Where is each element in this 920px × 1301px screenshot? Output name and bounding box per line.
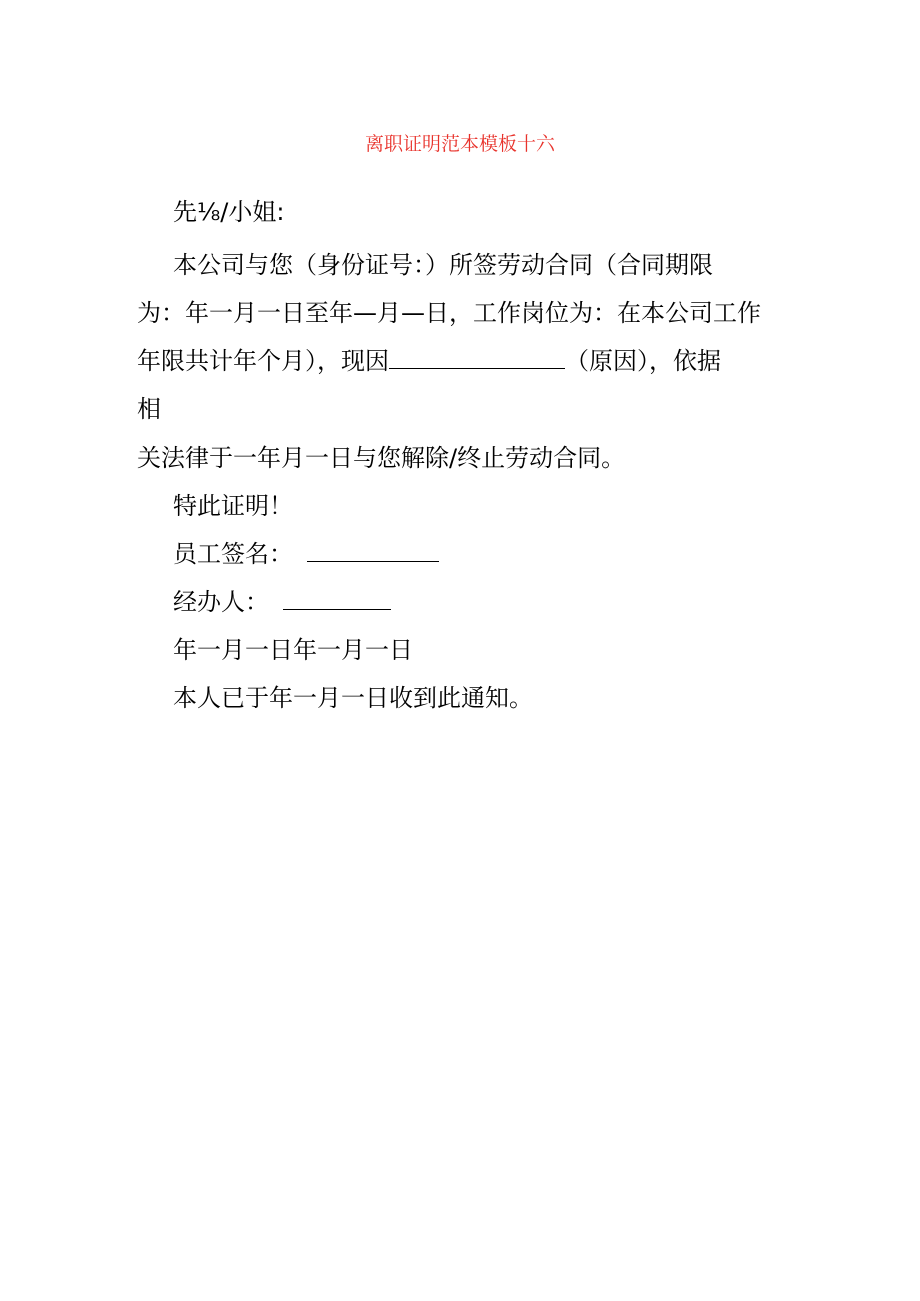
handler-row [173, 586, 391, 618]
body-paragraph-line-4: 相 [137, 395, 161, 423]
handler-signature-blank [283, 587, 391, 610]
body-paragraph-line-3 [137, 345, 721, 377]
salutation: 先⅛/小姐: [173, 198, 285, 226]
dates-line: 年一月一日年一月一日 [173, 636, 413, 664]
reason-blank [389, 346, 565, 369]
body-paragraph-line-1: 本公司与您（身份证号：）所签劳动合同（合同期限 [173, 251, 713, 279]
body-line-3-text-before: 年限共计年个月），现因 [137, 347, 389, 375]
employee-signature-row [173, 538, 439, 570]
handler-label: 经办人： [173, 588, 269, 616]
receipt-acknowledgement: 本人已于年一月一日收到此通知。 [173, 684, 533, 712]
body-paragraph-line-2: 为：年一月一日至年—月—日，工作岗位为：在本公司工作 [137, 299, 761, 327]
body-line-3-text-after: （原因），依据 [565, 347, 721, 375]
body-paragraph-line-5: 关法律于一年月一日与您解除/终止劳动合同。 [137, 444, 626, 472]
employee-signature-blank [307, 539, 439, 562]
document-title: 离职证明范本模板十六 [364, 133, 555, 155]
certification-statement: 特此证明！ [173, 492, 293, 520]
employee-signature-label: 员工签名： [173, 540, 293, 568]
